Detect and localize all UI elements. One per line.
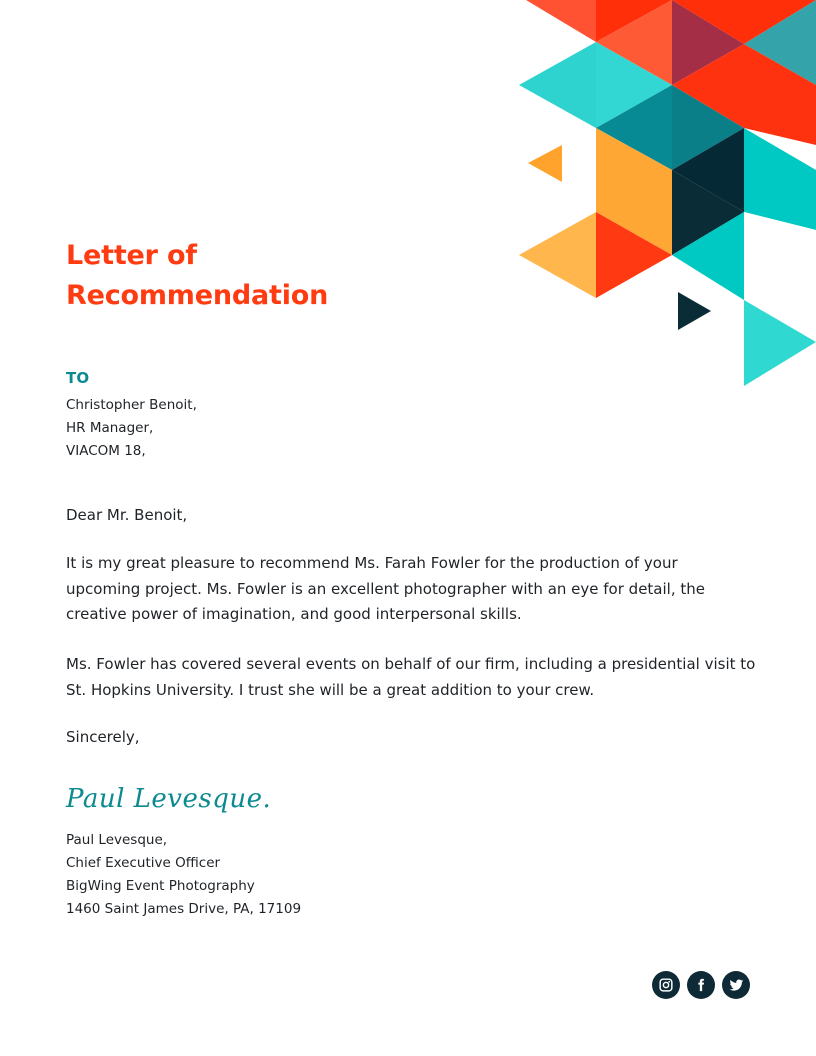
body-paragraph-1: It is my great pleasure to recommend Ms. Farah Fowler for the production of your upcoming project. Ms. Fowler is an excellent photographer with an eye for detail, the creative power of imagination, and good interpersonal skills. [66,554,705,623]
triangle-shape [672,212,744,300]
title-line-1: Letter of [66,240,197,271]
triangle-shape [672,0,744,85]
triangle-shape [672,44,816,145]
instagram-icon [659,978,673,992]
facebook-button[interactable] [687,971,715,999]
triangle-shape [519,42,596,128]
triangle-shape [596,0,672,85]
page-title [66,236,328,316]
triangle-shape [672,170,744,255]
triangle-shape [744,300,816,386]
sender-address: 1460 Saint James Drive, PA, 17109 [66,901,302,917]
instagram-button[interactable] [652,971,680,999]
triangle-shape [596,0,672,42]
recipient-block [66,394,197,463]
twitter-icon [729,978,744,993]
sender-name: Paul Levesque, [66,832,168,848]
body-paragraph-2: Ms. Fowler has covered several events on behalf of our firm, including a presidential visit to St. Hopkins University. I trust she will be a great addition to your crew. [66,655,756,699]
facebook-icon [694,978,708,992]
recipient-name: Christopher Benoit, [66,397,197,413]
triangle-shape [744,0,816,85]
triangle-shape [678,292,711,330]
triangle-shape [596,128,672,255]
triangle-shape [519,212,596,298]
recipient-company: VIACOM 18, [66,443,146,459]
signature: Paul Levesque. [66,784,272,814]
triangle-shape [672,85,744,170]
triangle-shape [672,0,816,44]
recipient-label: TO [66,369,90,387]
title-line-2: Recommendation [66,280,329,311]
closing: Sincerely, [66,728,140,746]
triangle-shape [596,42,672,128]
triangle-shape [528,145,562,182]
triangle-shape [672,128,744,212]
sender-block [66,829,301,921]
triangle-shape [744,128,816,230]
sender-position: Chief Executive Officer [66,855,221,871]
triangle-shape [526,0,596,42]
triangle-shape [596,212,672,298]
triangle-shape [596,85,672,170]
twitter-button[interactable] [722,971,750,999]
recipient-position: HR Manager, [66,420,154,436]
sender-company: BigWing Event Photography [66,878,255,894]
triangle-shape [744,212,816,300]
social-links [652,971,750,999]
salutation: Dear Mr. Benoit, [66,506,188,524]
